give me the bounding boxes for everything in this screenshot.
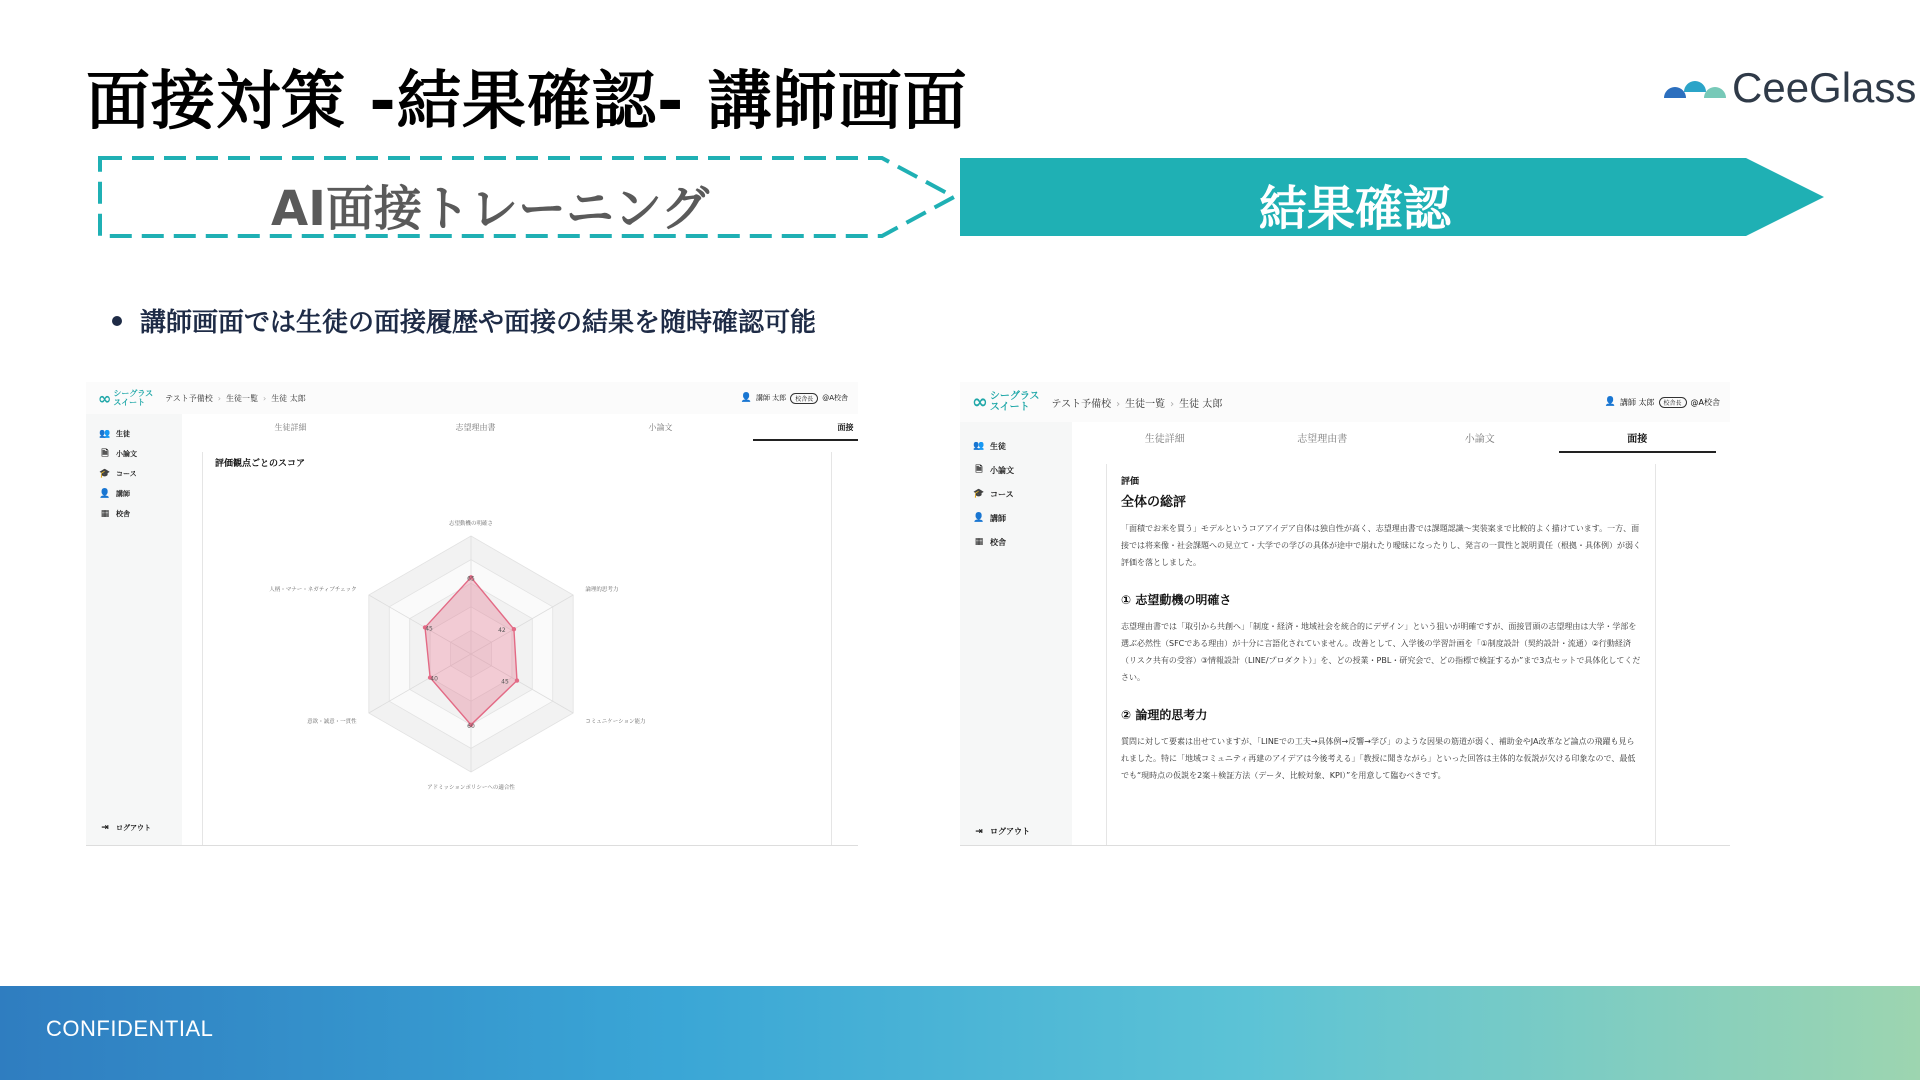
graduation-cap-icon: 🎓: [99, 469, 111, 479]
radar-data-point: [512, 627, 516, 631]
app-logo[interactable]: [972, 391, 1040, 413]
user-name: 講師 太郎: [755, 394, 787, 402]
radar-value-label: 42: [498, 627, 506, 635]
side-nav: [972, 434, 1014, 554]
campus-name: @A校舎: [1690, 397, 1720, 407]
radar-axis-label: 人柄・マナー・ネガティブチェック: [269, 587, 357, 593]
radar-axis-label: コミュニケーション能力: [585, 719, 646, 725]
section1-title: ① 志望動機の明確さ: [1121, 593, 1232, 607]
radar-chart: [231, 502, 771, 802]
nav-item-campuses[interactable]: ▦ 校舎: [972, 530, 1014, 554]
breadcrumb-item[interactable]: テスト予備校: [165, 393, 213, 403]
logout-icon: ⇥: [101, 823, 109, 833]
app-header: [960, 382, 1730, 422]
teacher-icon: 👤: [99, 489, 111, 499]
role-badge: 校舎長: [1659, 397, 1687, 408]
building-icon: ▦: [974, 537, 984, 547]
eval-label: 評価: [1121, 477, 1140, 487]
section1-text: 志望理由書では「取引から共創へ」「制度・経済・地域社会を統合的にデザイン」という狙いが明確ですが、面接冒頭の志望理由は大学・学部を選ぶ必然性（SFCである理由）が十分に言語化されていません。改善として、入学後の学習計画を「①制度設計（契約設計・流通）②行動経済（リスク共有の受容）③情報設計（LINE/プロダクト）」を、どの授業・PBL・研究会で、どの指標で検証するか”まで3点セットで具体化してください。: [1121, 622, 1641, 682]
nav-item-courses[interactable]: 🎓 コース: [99, 469, 137, 479]
tab-essay[interactable]: 小論文: [648, 423, 673, 432]
ceeglass-logo: [1660, 62, 1917, 114]
users-icon: 👥: [973, 441, 985, 451]
evaluation-panel: [1106, 464, 1656, 845]
bullet-point: [112, 302, 816, 339]
radar-axis-label: 意欲・誠意・一貫性: [307, 719, 357, 725]
logo-line2: スイート: [113, 398, 146, 407]
side-nav: [98, 424, 137, 524]
radar-value-label: 60: [467, 722, 475, 730]
nav-item-essays[interactable]: 🗎 小論文: [98, 444, 137, 464]
radar-axis-label: 論理的思考力: [585, 587, 619, 593]
panel-title: 評価観点ごとのスコア: [215, 459, 306, 469]
tab-bar: [198, 418, 858, 441]
user-icon: 👤: [740, 393, 752, 403]
app-header: [86, 382, 858, 414]
slide-title: 面接対策 -結果確認- 講師画面: [86, 65, 968, 139]
tab-student-detail[interactable]: 生徒詳細: [274, 423, 307, 432]
radar-axis-label: アドミッションポリシーへの適合性: [427, 785, 515, 791]
campus-name: @A校舎: [822, 394, 848, 402]
user-name: 講師 太郎: [1619, 397, 1655, 407]
nav-item-teachers[interactable]: 👤 講師: [973, 513, 1006, 523]
confidential-label: CONFIDENTIAL: [46, 1016, 214, 1041]
nav-item-students[interactable]: 👥 生徒: [99, 429, 130, 439]
building-icon: ▦: [100, 509, 110, 519]
logo-text: CeeGlass: [1732, 64, 1917, 111]
evaluation-content: [1121, 474, 1641, 784]
radar-data-point: [515, 678, 519, 682]
graduation-cap-icon: 🎓: [973, 489, 985, 499]
tab-bar: [1086, 426, 1716, 453]
nav-item-campuses[interactable]: ▦ 校舎: [98, 504, 137, 524]
overall-text: 「面積でお米を買う」モデルというコアアイデア自体は独自性が高く、志望理由書では課題認識〜実装案まで比較的よく描けています。一方、面接では将来像・社会課題への見立て・大学での学びの具体が途中で崩れたり曖昧になったりし、発言の一貫性と説明責任（根拠・具体例）が弱く評価を落としました。: [1121, 524, 1641, 567]
user-menu[interactable]: [1605, 397, 1720, 408]
infinity-logo-icon: ∞: [98, 388, 109, 408]
nav-item-students[interactable]: 👥 生徒: [973, 441, 1006, 451]
users-icon: 👥: [99, 429, 111, 439]
tab-student-detail[interactable]: 生徒詳細: [1144, 434, 1185, 445]
document-icon: 🗎: [101, 449, 109, 459]
overall-heading: 全体の総評: [1121, 495, 1187, 510]
tab-essay[interactable]: 小論文: [1464, 434, 1495, 445]
breadcrumb: テスト予備校 › 生徒一覧 › 生徒 太郎: [1051, 398, 1223, 410]
logout-button[interactable]: ⇥ ログアウト: [98, 823, 151, 833]
breadcrumb-item: 生徒 太郎: [271, 393, 306, 403]
infinity-logo-icon: ∞: [972, 391, 985, 413]
user-menu[interactable]: [741, 393, 848, 404]
logo-line2: スイート: [989, 402, 1030, 413]
tab-interview[interactable]: 面接: [753, 418, 858, 441]
radar-axis-label: 志望動機の明確さ: [448, 521, 494, 527]
breadcrumb-item[interactable]: テスト予備校: [1051, 398, 1112, 410]
logo-line1: シーグラス: [113, 389, 154, 398]
breadcrumb-item[interactable]: 生徒一覧: [1125, 398, 1166, 410]
step2-label: 結果確認: [1258, 181, 1451, 237]
logout-icon: ⇥: [975, 826, 983, 837]
logo-line1: シーグラス: [989, 391, 1040, 402]
nav-item-essays[interactable]: 🗎 小論文: [972, 458, 1014, 482]
ceeglass-logo-mark-icon: [1660, 62, 1730, 114]
breadcrumb-item: 生徒 太郎: [1179, 398, 1223, 410]
evaluation-screenshot: [960, 382, 1730, 846]
app-logo[interactable]: [98, 389, 153, 408]
score-panel: [202, 452, 832, 845]
radar-screenshot: [86, 382, 858, 846]
user-icon: 👤: [1604, 397, 1616, 407]
logout-button[interactable]: ⇥ ログアウト: [972, 826, 1030, 837]
step1-label: AI面接トレーニング: [270, 181, 710, 237]
document-icon: 🗎: [975, 465, 983, 475]
teacher-icon: 👤: [973, 513, 985, 523]
bullet-dot: [112, 316, 122, 326]
section2-title: ② 論理的思考力: [1121, 708, 1208, 722]
role-badge: 校舎長: [790, 393, 818, 404]
footer-bar: [0, 986, 1920, 1080]
breadcrumb: テスト予備校 › 生徒一覧 › 生徒 太郎: [165, 393, 306, 403]
tab-motivation-letter[interactable]: 志望理由書: [1297, 434, 1348, 445]
nav-item-courses[interactable]: 🎓 コース: [973, 489, 1014, 499]
radar-value-label: 45: [501, 678, 509, 686]
section2-text: 質問に対して要素は出せていますが、「LINEでの工夫→具体例→反響→学び」のような因果の筋道が弱く、補助金やJA改革など論点の飛躍も見られました。特に「地域コミュニティ再建のアイデアは今後考える」「教授に聞きながら」といった回答は主体的な仮説が欠ける印象なので、最低でも“現時点の仮説を2案＋検証方法（データ、比較対象、KPI）”を用意して臨むべきです。: [1121, 737, 1636, 780]
tab-motivation-letter[interactable]: 志望理由書: [455, 423, 496, 432]
nav-item-teachers[interactable]: 👤 講師: [99, 489, 130, 499]
breadcrumb-item[interactable]: 生徒一覧: [225, 393, 258, 403]
radar-value-label: 45: [425, 625, 433, 633]
radar-value-label: 40: [430, 675, 438, 683]
tab-interview[interactable]: 面接: [1559, 426, 1717, 453]
bullet-text: 講師画面では生徒の面接履歴や面接の結果を随時確認可能: [140, 308, 817, 338]
radar-value-label: 65: [467, 575, 475, 583]
